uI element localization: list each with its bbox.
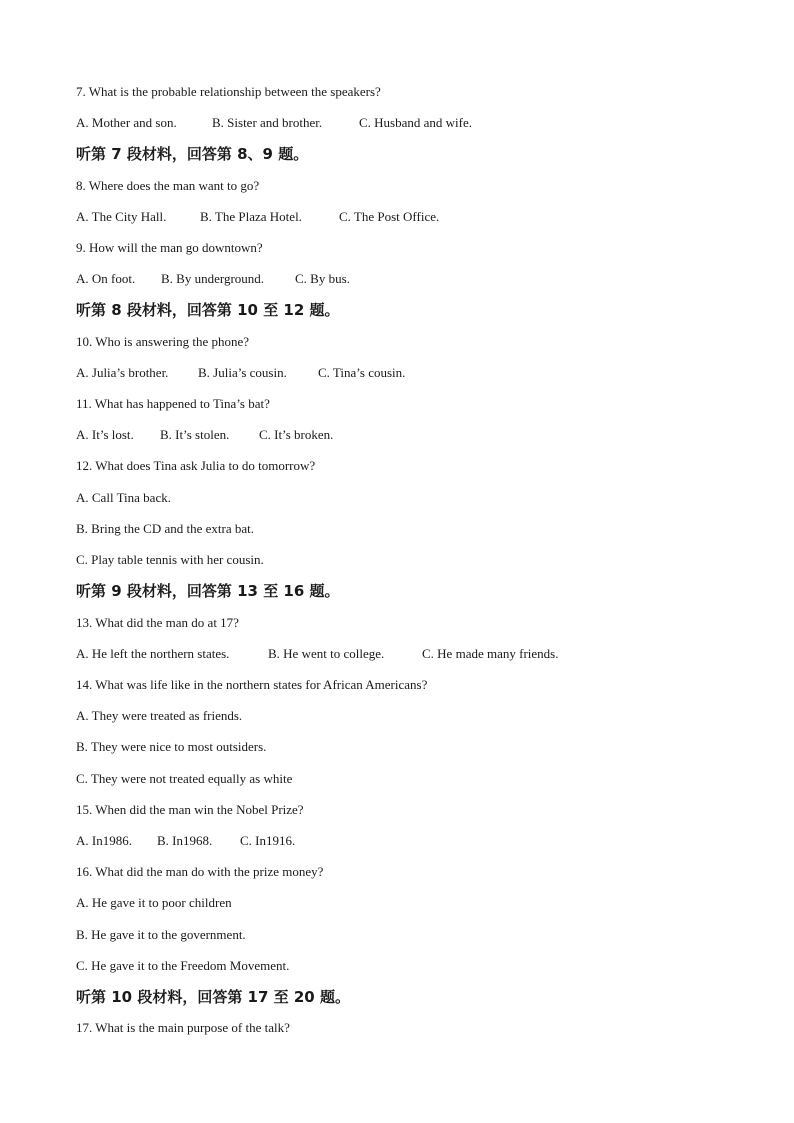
option-9a: A. On foot. (76, 271, 136, 286)
section-heading-7: 听第 7 段材料，回答第 8、9 题。 (76, 145, 309, 163)
option-14c: C. They were not treated equally as white (76, 771, 293, 786)
option-13a: A. He left the northern states. (76, 646, 230, 661)
option-15b: B. In1968. (157, 833, 213, 848)
question-14: 14. What was life like in the northern states for African Americans? (76, 677, 428, 692)
option-8c: C. The Post Office. (339, 209, 440, 224)
option-7c: C. Husband and wife. (359, 115, 473, 130)
option-15c: C. In1916. (240, 833, 296, 848)
question-8: 8. Where does the man want to go? (76, 178, 260, 193)
option-12a: A. Call Tina back. (76, 490, 171, 505)
option-9c: C. By bus. (295, 271, 350, 286)
option-12b: B. Bring the CD and the extra bat. (76, 521, 254, 536)
question-10: 10. Who is answering the phone? (76, 334, 250, 349)
section-heading-10: 听第 10 段材料，回答第 17 至 20 题。 (76, 988, 350, 1006)
option-14a: A. They were treated as friends. (76, 708, 243, 723)
option-16b: B. He gave it to the government. (76, 927, 246, 942)
option-10c: C. Tina’s cousin. (318, 365, 406, 380)
option-7b: B. Sister and brother. (212, 115, 323, 130)
option-11b: B. It’s stolen. (160, 427, 230, 442)
option-16a: A. He gave it to poor children (76, 895, 232, 910)
option-14b: B. They were nice to most outsiders. (76, 739, 267, 754)
question-11: 11. What has happened to Tina’s bat? (76, 396, 270, 411)
question-9: 9. How will the man go downtown? (76, 240, 263, 255)
option-15a: A. In1986. (76, 833, 132, 848)
section-heading-9: 听第 9 段材料，回答第 13 至 16 题。 (76, 582, 340, 600)
option-16c: C. He gave it to the Freedom Movement. (76, 958, 290, 973)
question-7: 7. What is the probable relationship between the speakers? (76, 84, 381, 99)
option-10a: A. Julia’s brother. (76, 365, 169, 380)
option-11c: C. It’s broken. (259, 427, 334, 442)
option-8b: B. The Plaza Hotel. (200, 209, 302, 224)
question-17: 17. What is the main purpose of the talk? (76, 1020, 290, 1035)
question-16: 16. What did the man do with the prize money? (76, 864, 324, 879)
option-9b: B. By underground. (161, 271, 265, 286)
option-7a: A. Mother and son. (76, 115, 177, 130)
section-heading-8: 听第 8 段材料，回答第 10 至 12 题。 (76, 301, 340, 319)
question-15: 15. When did the man win the Nobel Prize? (76, 802, 304, 817)
option-12c: C. Play table tennis with her cousin. (76, 552, 264, 567)
question-12: 12. What does Tina ask Julia to do tomorrow? (76, 458, 316, 473)
option-11a: A. It’s lost. (76, 427, 134, 442)
question-13: 13. What did the man do at 17? (76, 615, 239, 630)
option-8a: A. The City Hall. (76, 209, 167, 224)
option-10b: B. Julia’s cousin. (198, 365, 287, 380)
option-13c: C. He made many friends. (422, 646, 559, 661)
option-13b: B. He went to college. (268, 646, 385, 661)
